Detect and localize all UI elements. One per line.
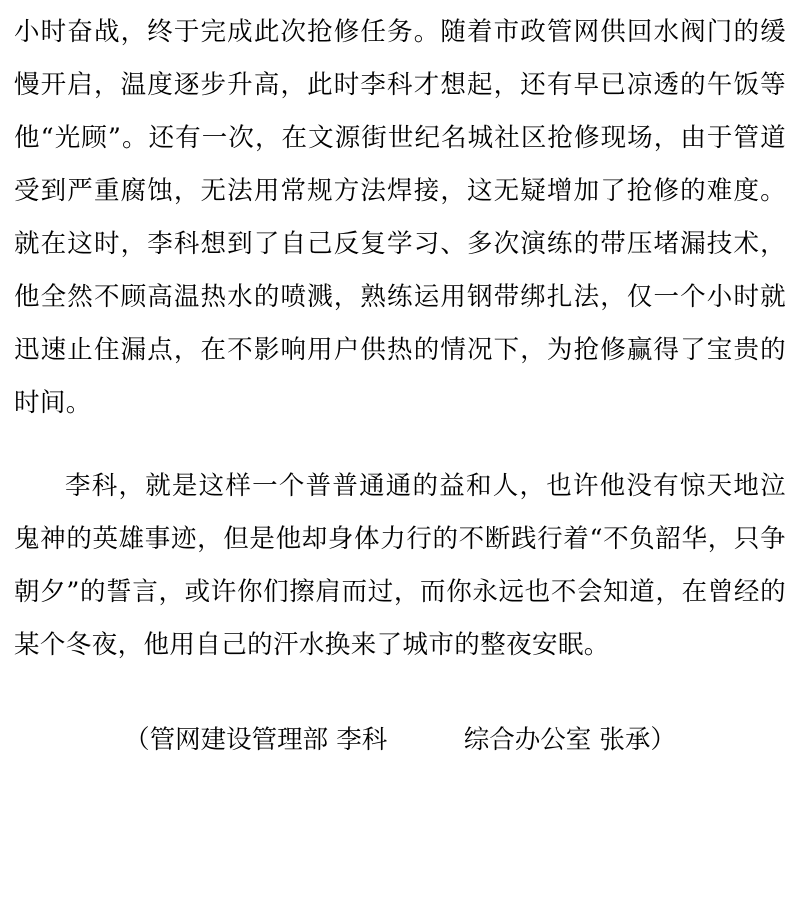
paragraph-continuation: 小时奋战，终于完成此次抢修任务。随着市政管网供回水阀门的缓慢开启，温度逐步升高，此时李科才想起，还有早已凉透的午饭等他“光顾”。还有一次，在文源街世纪名城社区抢修现场，由于管道受到严重腐蚀，无法用常规方法焊接，这无疑增加了抢修的难度。就在这时，李科想到了自己反复学习、多次演练的带压堵漏技术，他全然不顾高温热水的喷溅，熟练运用钢带绑扎法，仅一个小时就迅速止住漏点，在不影响用户供热的情况下，为抢修赢得了宝贵的时间。: [14, 17, 786, 418]
document-body: [14, 6, 786, 672]
document-signature: （管网建设管理部 李科 综合办公室 张承）: [124, 725, 676, 755]
paragraph-closing: 李科，就是这样一个普普通通的益和人，也许他没有惊天地泣鬼神的英雄事迹，但是他却身体力行的不断践行着“不负韶华，只争朝夕”的誓言，或许你们擦肩而过，而你永远也不会知道，在曾经的某个冬夜，他用自己的汗水换来了城市的整夜安眠。: [14, 471, 786, 660]
paragraph-spacer: [14, 430, 786, 460]
